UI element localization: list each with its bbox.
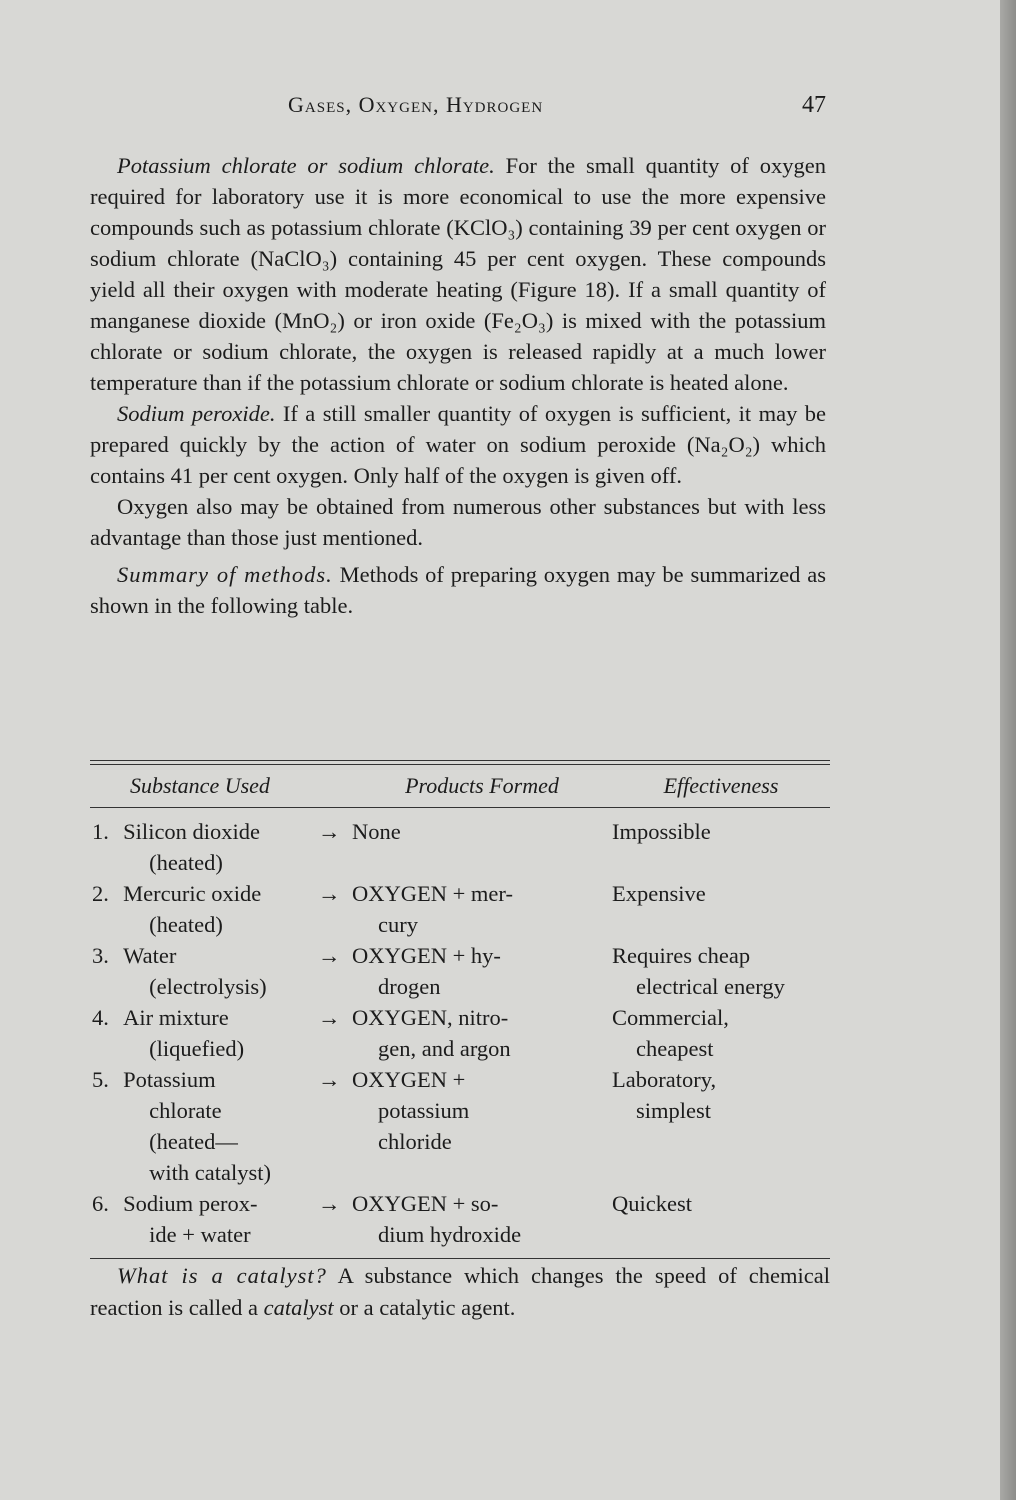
table-row <box>90 816 830 878</box>
row-number: 3. <box>92 943 109 968</box>
substance-line: Air mixture <box>123 1005 229 1030</box>
substance-line: Mercuric oxide <box>123 881 262 906</box>
cell-effectiveness <box>612 940 830 1002</box>
paragraph-text: Methods of preparing oxygen may be summarized as shown in the following table. <box>90 562 826 618</box>
substance-line: (electrolysis) <box>149 974 267 999</box>
page-number: 47 <box>802 92 826 118</box>
table-bottom-rule <box>90 1258 830 1259</box>
page-header <box>90 92 826 126</box>
row-number: 4. <box>92 1005 109 1030</box>
paragraph-text: For the small quantity of oxygen required for laboratory use it is more economical to use the more expensive compounds such as potassium chlorate (KClO₃) containing 39 per cent oxygen or sodium chlorate (NaClO₃) containing 45 per cent oxygen. These compounds yield all their oxygen with moderate heating (Figure 18). If a small quantity of manganese dioxide (MnO₂) or iron oxide (Fe₂O₃) is mixed with the potassium chlorate or sodium chlorate, the oxygen is released rapidly at a much lower temperature than if the potassium chlorate or sodium chlorate is heated alone. <box>90 153 826 395</box>
cell-products <box>318 816 612 878</box>
run-in-heading: What is a catalyst? <box>117 1263 327 1288</box>
page-edge <box>1000 0 1016 1500</box>
product-line: OXYGEN + mer- <box>352 881 513 906</box>
product-line: None <box>352 819 401 844</box>
cell-substance <box>90 1064 318 1188</box>
effectiveness-line: Laboratory, <box>612 1067 717 1092</box>
cell-products <box>318 1064 612 1188</box>
header-substance: Substance Used <box>130 773 270 798</box>
cell-substance <box>90 1002 318 1064</box>
product-line: chloride <box>378 1129 452 1154</box>
effectiveness-line: Quickest <box>612 1191 692 1216</box>
catalyst-paragraph <box>90 1260 830 1324</box>
cell-effectiveness <box>612 878 830 940</box>
substance-line: Potassium <box>123 1067 216 1092</box>
table-row <box>90 1064 830 1188</box>
effectiveness-line: simplest <box>636 1098 712 1123</box>
paragraph-sodium-peroxide <box>90 398 826 491</box>
paragraph-text: Oxygen also may be obtained from numerous other substances but with less advantage than those just mentioned. <box>90 494 826 550</box>
product-line: OXYGEN + hy- <box>352 943 501 968</box>
arrow-icon: → <box>318 819 341 844</box>
product-line: OXYGEN + so- <box>352 1191 499 1216</box>
cell-effectiveness <box>612 1188 830 1250</box>
effectiveness-line: electrical energy <box>636 974 785 999</box>
substance-line: Silicon dioxide <box>123 819 261 844</box>
cell-products <box>318 878 612 940</box>
substance-line: with catalyst) <box>149 1160 272 1185</box>
effectiveness-line: Impossible <box>612 819 711 844</box>
cell-substance <box>90 816 318 878</box>
arrow-icon: → <box>318 1067 341 1092</box>
catalyst-term: catalyst <box>263 1295 334 1320</box>
cell-effectiveness <box>612 1002 830 1064</box>
arrow-icon: → <box>318 943 341 968</box>
cell-substance <box>90 940 318 1002</box>
product-line: OXYGEN + <box>352 1067 466 1092</box>
table-row <box>90 878 830 940</box>
substance-line: (heated) <box>149 850 223 875</box>
substance-line: Water <box>123 943 177 968</box>
cell-effectiveness <box>612 1064 830 1188</box>
substance-line: (heated) <box>149 912 223 937</box>
table-row <box>90 1002 830 1064</box>
run-in-heading: Potassium chlorate or sodium chlorate. <box>117 153 495 178</box>
arrow-icon: → <box>318 881 341 906</box>
product-line: potassium <box>378 1098 470 1123</box>
methods-table <box>90 760 830 1259</box>
arrow-icon: → <box>318 1191 341 1216</box>
product-line: cury <box>378 912 418 937</box>
row-number: 1. <box>92 819 109 844</box>
paragraph-other-substances <box>90 491 826 553</box>
paragraph-text: If a still smaller quantity of oxygen is sufficient, it may be prepared quickly by the action of water on sodium peroxide (Na₂O₂) which contains 41 per cent oxygen. Only half of the oxygen is given off. <box>90 401 826 488</box>
paragraph-summary <box>90 559 826 621</box>
running-head: Gases, Oxygen, Hydrogen <box>288 92 544 117</box>
table-body <box>90 808 830 1258</box>
paragraph-potassium-chlorate <box>90 150 826 398</box>
table-row <box>90 940 830 1002</box>
table-row <box>90 1188 830 1250</box>
paragraph-text: or a catalytic agent. <box>339 1295 516 1320</box>
run-in-heading: Summary of methods. <box>117 562 333 587</box>
product-line: dium hydroxide <box>378 1222 522 1247</box>
cell-effectiveness <box>612 816 830 878</box>
effectiveness-line: Expensive <box>612 881 706 906</box>
header-products: Products Formed <box>405 773 559 798</box>
table-header <box>90 765 830 807</box>
substance-line: Sodium perox- <box>123 1191 258 1216</box>
product-line: drogen <box>378 974 441 999</box>
substance-line: ide + water <box>149 1222 251 1247</box>
effectiveness-line: cheapest <box>636 1036 714 1061</box>
product-line: gen, and argon <box>378 1036 511 1061</box>
run-in-heading: Sodium peroxide. <box>117 401 276 426</box>
paragraph-text: A substance which changes the speed of chemical reaction is called a <box>90 1263 830 1320</box>
product-line: OXYGEN, nitro- <box>352 1005 509 1030</box>
arrow-icon: → <box>318 1005 341 1030</box>
row-number: 2. <box>92 881 109 906</box>
cell-substance <box>90 1188 318 1250</box>
row-number: 6. <box>92 1191 109 1216</box>
substance-line: (liquefied) <box>149 1036 245 1061</box>
substance-line: (heated— <box>149 1129 238 1154</box>
header-effectiveness: Effectiveness <box>663 773 779 798</box>
cell-substance <box>90 878 318 940</box>
row-number: 5. <box>92 1067 109 1092</box>
effectiveness-line: Commercial, <box>612 1005 729 1030</box>
cell-products <box>318 1002 612 1064</box>
cell-products <box>318 940 612 1002</box>
substance-line: chlorate <box>149 1098 222 1123</box>
body-text <box>90 150 826 621</box>
cell-products <box>318 1188 612 1250</box>
effectiveness-line: Requires cheap <box>612 943 751 968</box>
